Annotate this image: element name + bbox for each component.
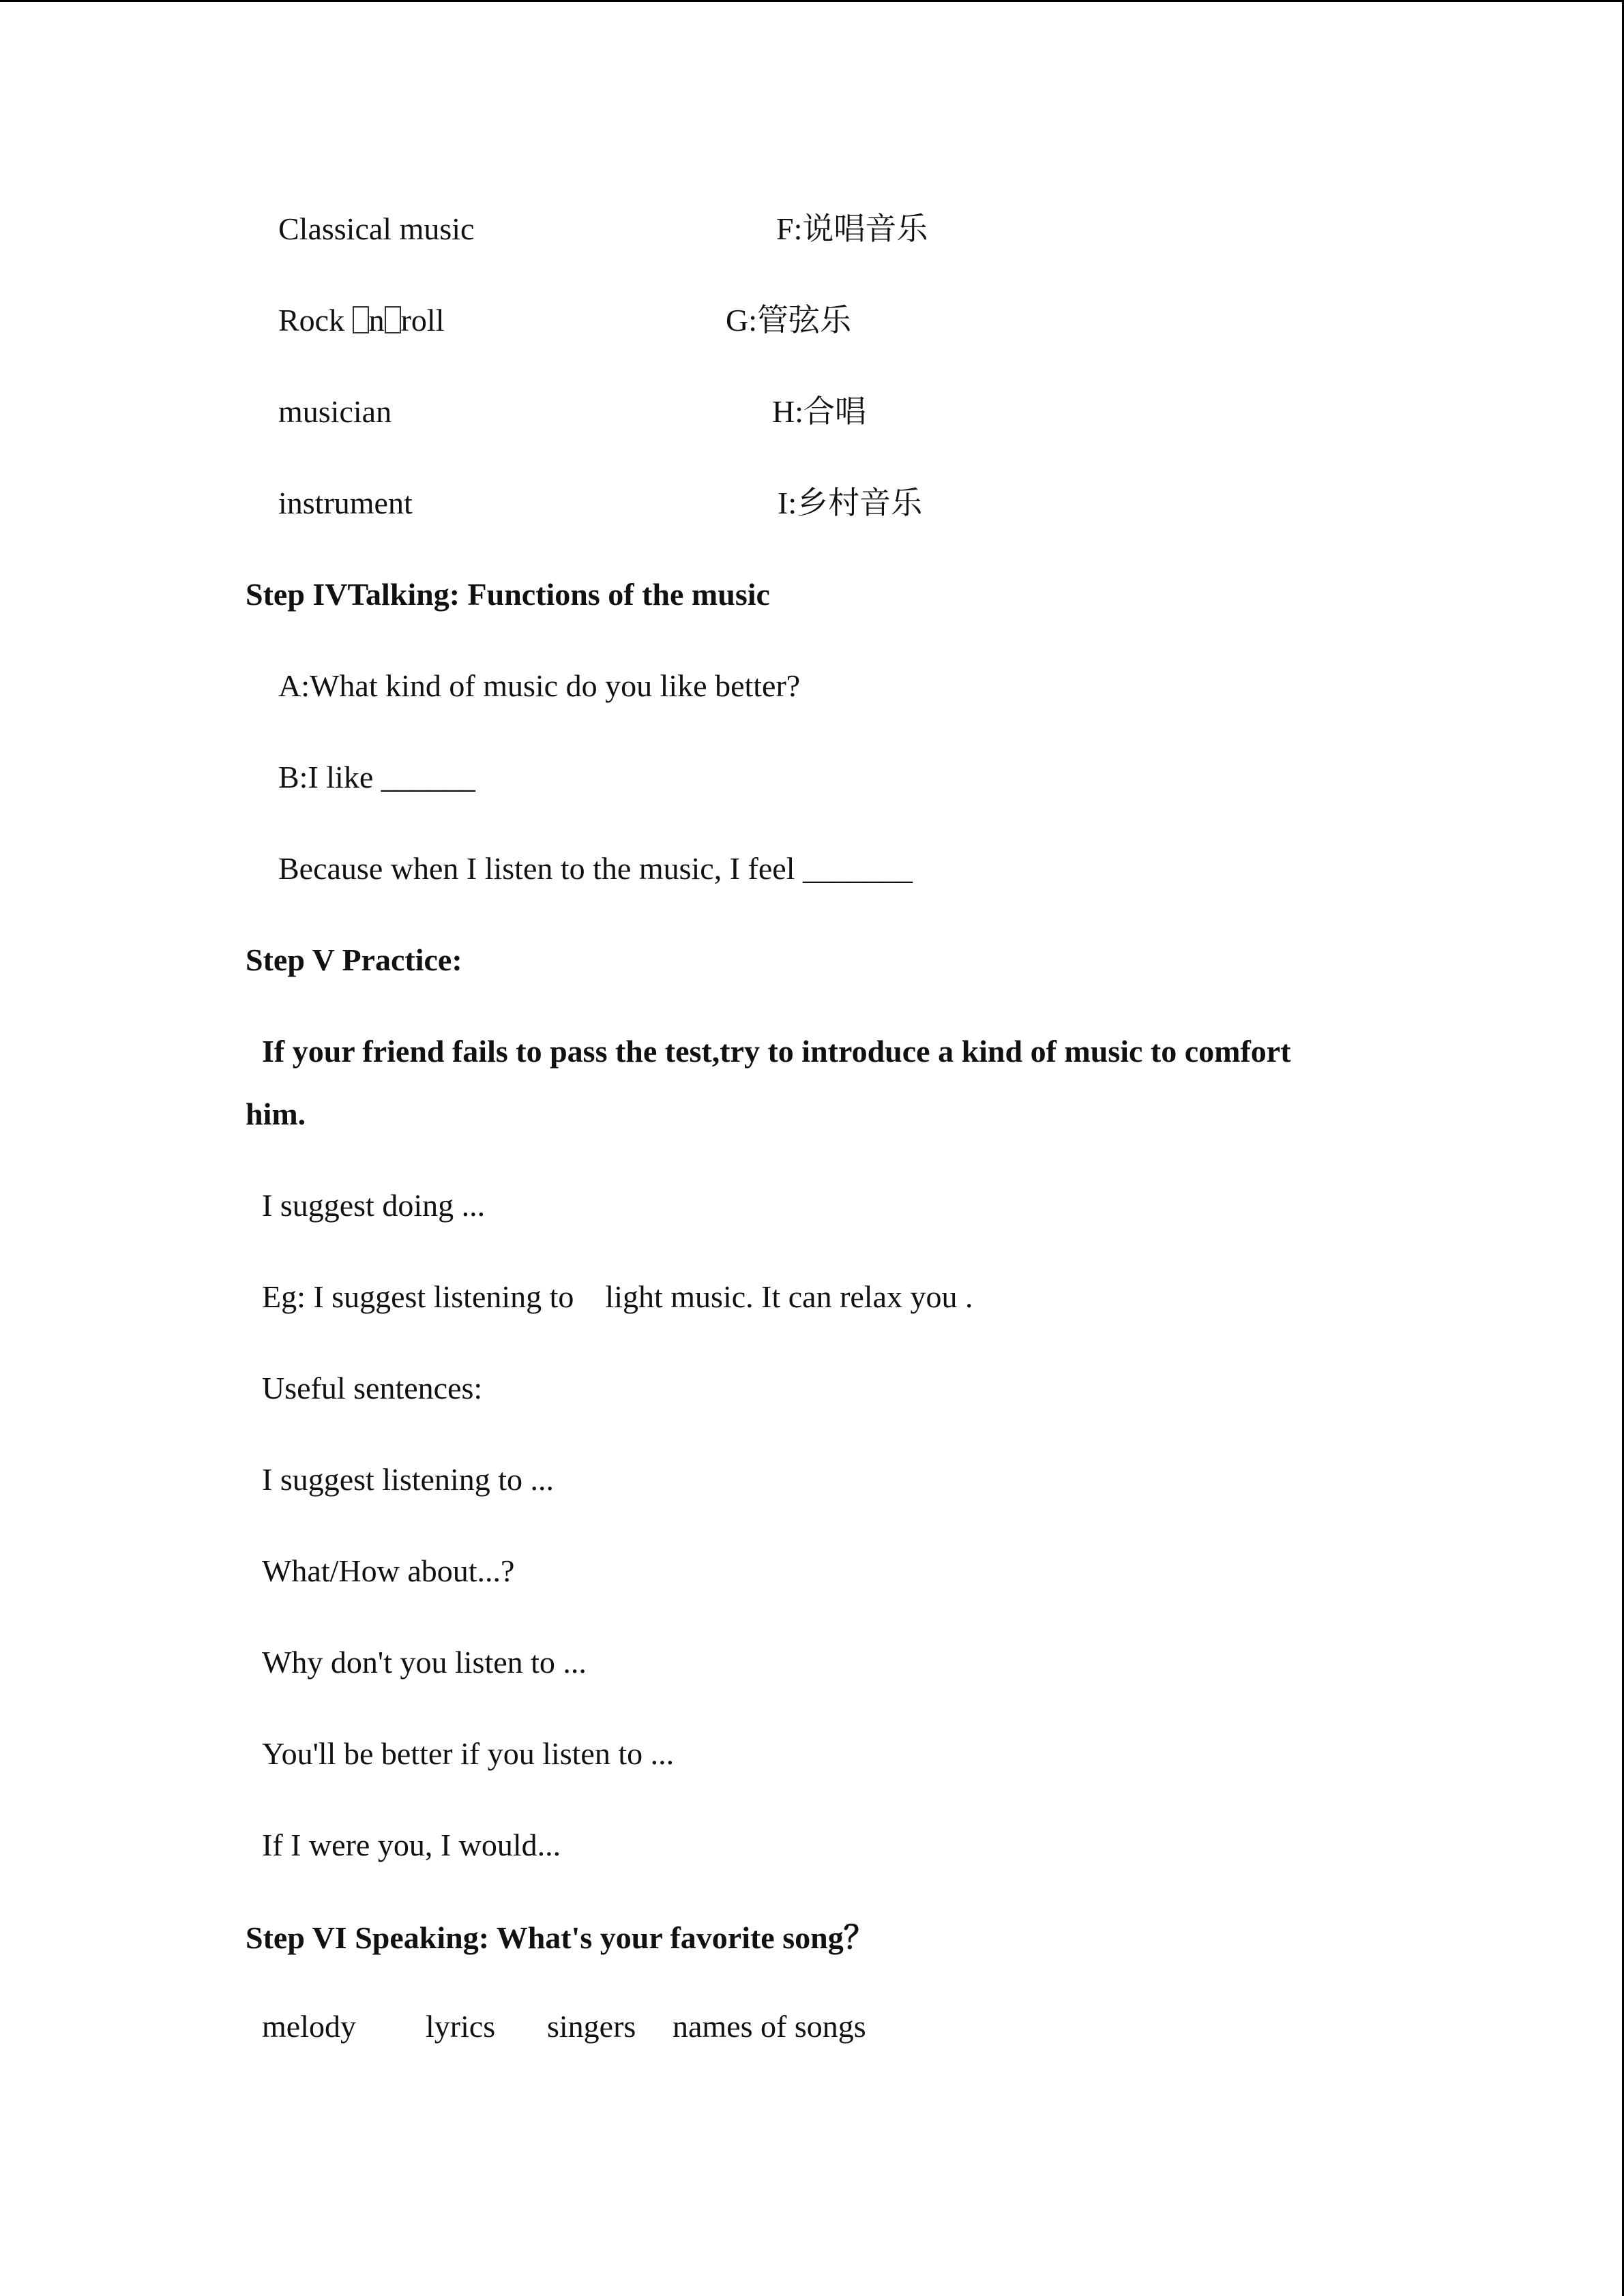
- step4-heading: Step IVTalking: Functions of the music: [246, 577, 770, 612]
- step4-line-b: B:I like ______: [278, 760, 475, 794]
- page-border-top: [0, 0, 1624, 2]
- vocab-term-4: instrument: [278, 486, 413, 520]
- useful-sentence-4: You'll be better if you listen to ...: [262, 1736, 675, 1771]
- step5-task-line1: If your friend fails to pass the test,try to introduce a kind of music to comfort: [262, 1034, 1291, 1069]
- step6-word-names-of-songs: names of songs: [673, 2009, 866, 2044]
- vocab-match-3: H:合唱: [772, 394, 866, 429]
- vocab-term-1: Classical music: [278, 211, 475, 246]
- vocab-match-4: I:乡村音乐: [778, 486, 923, 520]
- step5-example: Eg: I suggest listening to light music. It can relax you .: [262, 1279, 973, 1314]
- step5-useful-label: Useful sentences:: [262, 1371, 483, 1405]
- step6-word-singers: singers: [547, 2009, 636, 2044]
- vocab-match-2: G:管弦乐: [726, 303, 851, 338]
- step6-heading: Step VI Speaking: What's your favorite song？: [246, 1920, 875, 1955]
- step4-line-because: Because when I listen to the music, I feel _______: [278, 851, 913, 886]
- step4-line-a: A:What kind of music do you like better?: [278, 668, 801, 703]
- step5-suggest: I suggest doing ...: [262, 1188, 486, 1223]
- step5-heading: Step V Practice:: [246, 942, 462, 977]
- vocab-term-3: musician: [278, 394, 392, 429]
- step5-task-line2: him.: [246, 1097, 306, 1131]
- useful-sentence-5: If I were you, I would...: [262, 1828, 561, 1862]
- useful-sentence-1: I suggest listening to ...: [262, 1462, 555, 1497]
- useful-sentence-3: Why don't you listen to ...: [262, 1645, 587, 1680]
- vocab-term-2: Rock n roll: [278, 303, 445, 338]
- vocab-match-1: F:说唱音乐: [776, 211, 928, 246]
- step6-word-melody: melody: [262, 2009, 356, 2044]
- useful-sentence-2: What/How about...?: [262, 1553, 515, 1588]
- step6-word-lyrics: lyrics: [426, 2009, 496, 2044]
